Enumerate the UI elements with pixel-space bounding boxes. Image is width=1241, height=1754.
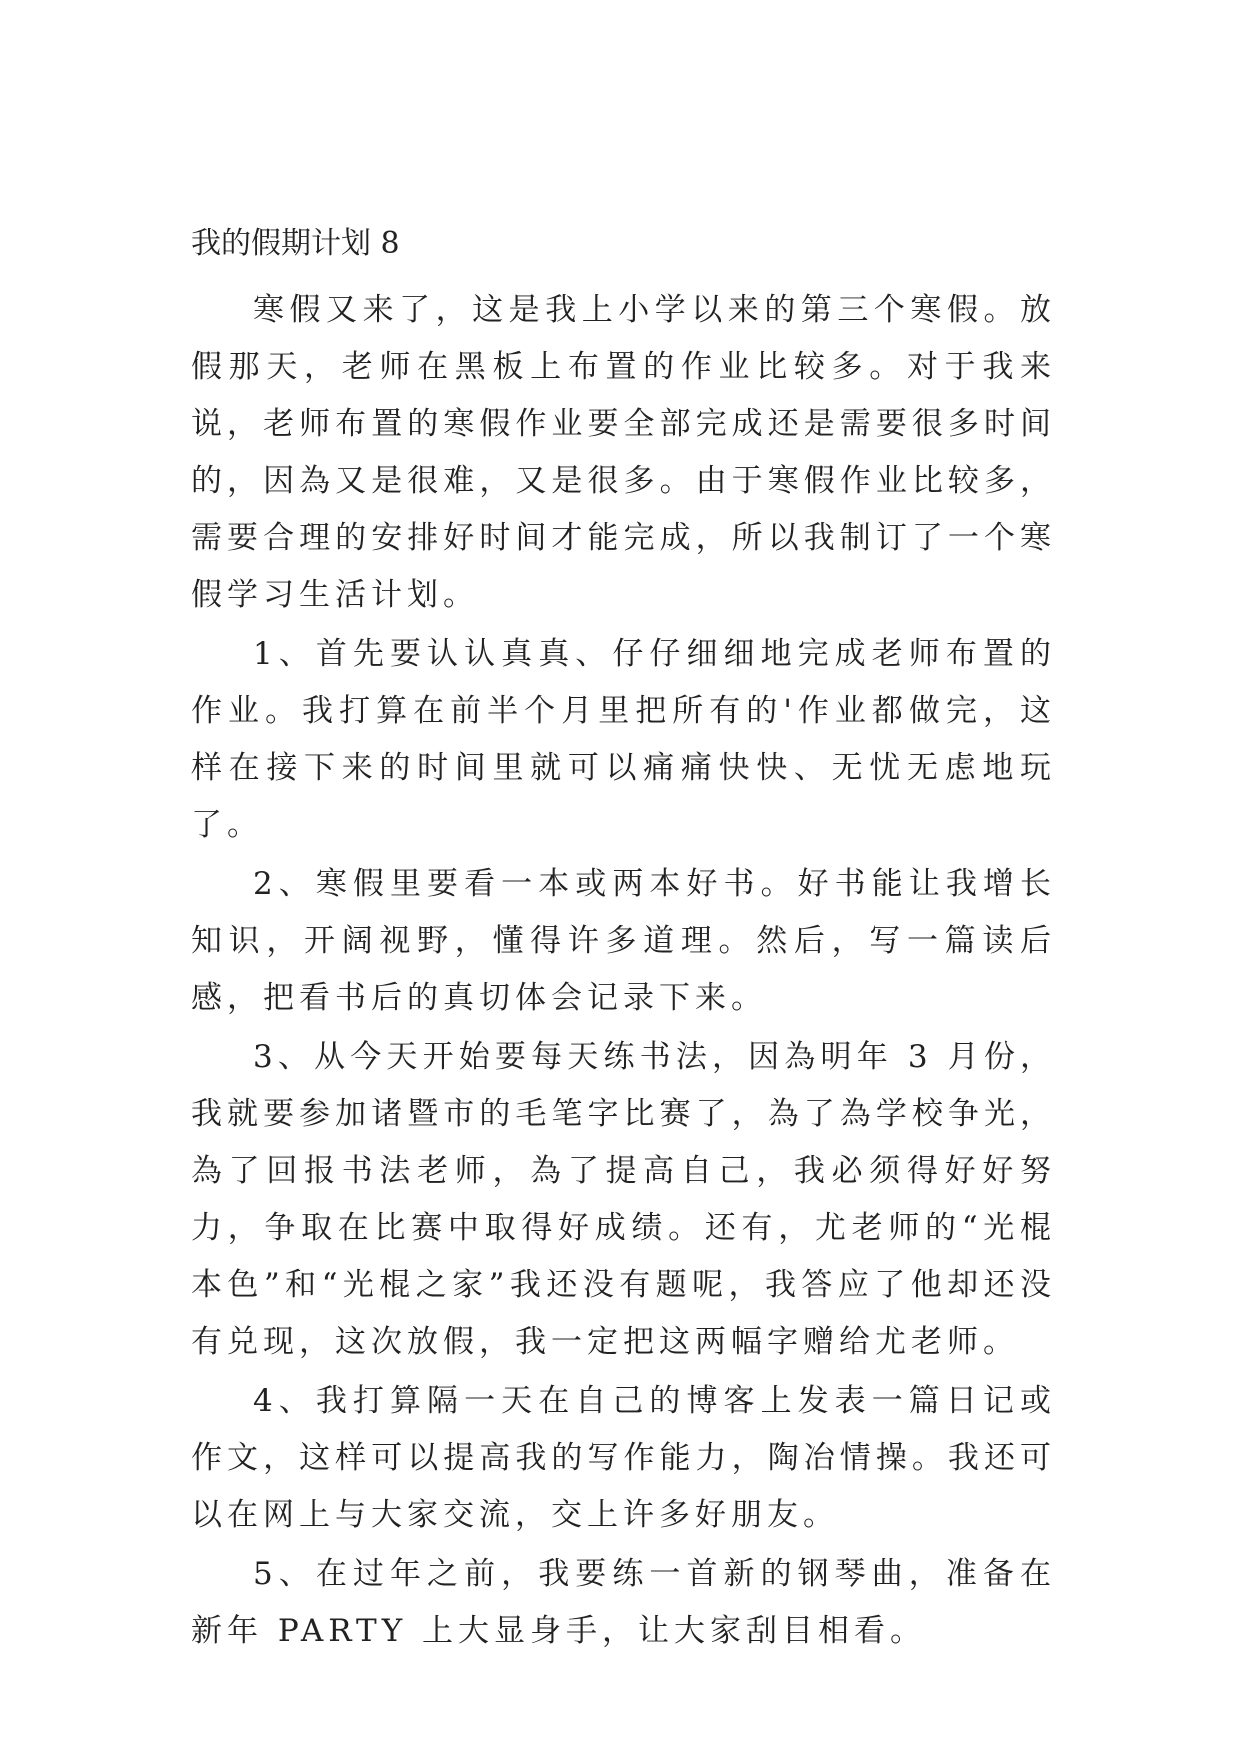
document-title: 我的假期计划 8 xyxy=(191,226,400,261)
paragraph-plan-2: 2、寒假里要看一本或两本好书。好书能让我增长知识，开阔视野，懂得许多道理。然后，写一篇读后感，把看书后的真切体会记录下来。 xyxy=(191,866,1056,1016)
paragraph-plan-5: 5、在过年之前，我要练一首新的钢琴曲，准备在新年 PARTY 上大显身手，让大家刮目相看。 xyxy=(191,1556,1056,1649)
document-body xyxy=(191,220,1056,1660)
paragraph-intro: 寒假又来了，这是我上小学以来的第三个寒假。放假那天，老师在黑板上布置的作业比较多。对于我来说，老师布置的寒假作业要全部完成还是需要很多时间的，因為又是很难，又是很多。由于寒假作业比较多，需要合理的安排好时间才能完成，所以我制订了一个寒假学习生活计划。 xyxy=(191,292,1056,613)
paragraph-plan-1: 1、首先要认认真真、仔仔细细地完成老师布置的作业。我打算在前半个月里把所有的'作业都做完，这样在接下来的时间里就可以痛痛快快、无忧无虑地玩了。 xyxy=(191,636,1056,843)
paragraph-plan-4: 4、我打算隔一天在自己的博客上发表一篇日记或作文，这样可以提高我的写作能力，陶冶情操。我还可以在网上与大家交流，交上许多好朋友。 xyxy=(191,1383,1056,1533)
paragraph-plan-3: 3、从今天开始要每天练书法，因為明年 3 月份，我就要参加诸暨市的毛笔字比赛了，為了為学校争光，為了回报书法老师，為了提高自己，我必须得好好努力，争取在比赛中取得好成绩。还有，尤老师的“光棍本色”和“光棍之家”我还没有题呢，我答应了他却还没有兑现，这次放假，我一定把这两幅字赠给尤老师。 xyxy=(191,1039,1056,1360)
